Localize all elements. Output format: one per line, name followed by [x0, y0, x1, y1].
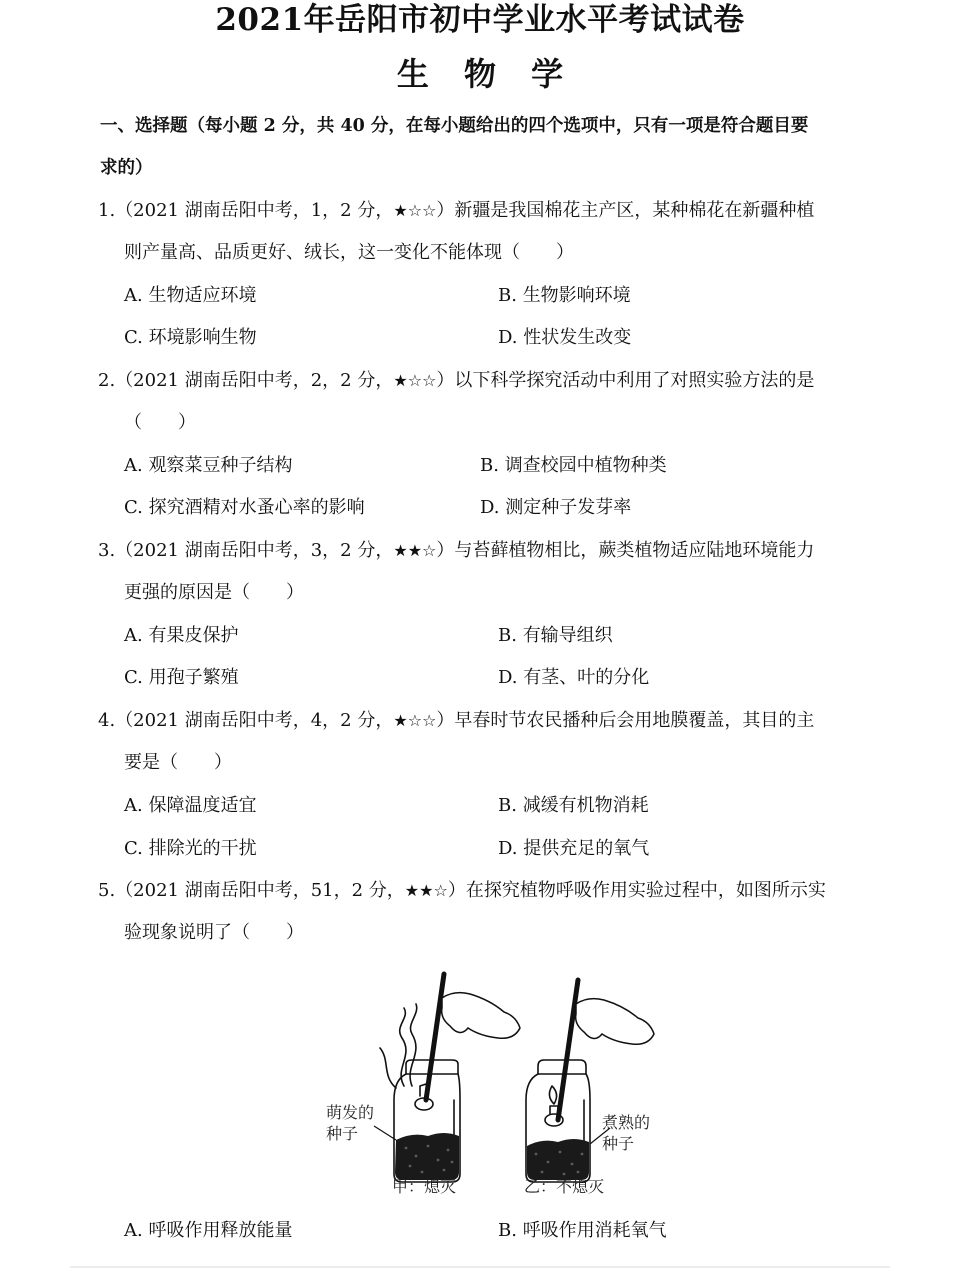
difficulty-stars-icon: ★☆☆ [393, 201, 437, 220]
jar-a-caption: 甲：熄灭 [392, 1177, 457, 1196]
option-text: 探究酒精对水蚤心率的影响 [148, 497, 365, 518]
question-4-option-b[interactable] [498, 793, 649, 819]
question-5-option-a[interactable] [124, 1218, 292, 1244]
question-source: （2021 湖南岳阳中考，3，2 分， [115, 540, 394, 561]
question-number: 3. [98, 540, 116, 561]
question-2-option-d[interactable] [480, 495, 631, 521]
page-bottom-divider [70, 1266, 890, 1268]
question-number: 4. [98, 710, 116, 731]
boiled-seeds-label [602, 1112, 650, 1154]
question-4-stem-line1 [98, 708, 814, 734]
question-1-stem-line1 [98, 198, 814, 224]
option-label: A. [124, 455, 143, 476]
question-stem: ）在探究植物呼吸作用实验过程中，如图所示实 [447, 880, 826, 901]
label-line: 种子 [602, 1134, 635, 1153]
option-text: 测定种子发芽率 [505, 497, 632, 518]
option-text: 有茎、叶的分化 [523, 667, 650, 688]
question-source: （2021 湖南岳阳中考，51，2 分， [115, 880, 405, 901]
question-number: 1. [98, 200, 116, 221]
question-1-option-d[interactable] [498, 325, 631, 351]
question-3-stem-line2: 更强的原因是（ ） [124, 582, 304, 603]
difficulty-stars-icon: ★☆☆ [393, 711, 437, 730]
option-label: B. [498, 625, 517, 646]
experiment-figure [320, 968, 670, 1208]
option-label: C. [124, 838, 143, 859]
question-1-stem-line2: 则产量高、品质更好、绒长，这一变化不能体现（ ） [124, 242, 574, 263]
option-label: D. [498, 327, 518, 348]
section-heading-line2: 求的） [100, 158, 153, 178]
subject-title: 生 物 学 [396, 55, 576, 93]
question-number: 2. [98, 370, 116, 391]
question-4-stem-line2: 要是（ ） [124, 752, 232, 773]
option-text: 环境影响生物 [148, 327, 257, 348]
option-label: B. [498, 285, 517, 306]
option-text: 呼吸作用消耗氧气 [522, 1220, 667, 1241]
label-line: 煮熟的 [602, 1113, 651, 1132]
option-label: D. [498, 667, 518, 688]
difficulty-stars-icon: ★☆☆ [393, 371, 437, 390]
question-4-option-c[interactable] [124, 836, 257, 862]
option-text: 性状发生改变 [523, 327, 632, 348]
question-source: （2021 湖南岳阳中考，2，2 分， [115, 370, 394, 391]
question-3-option-a[interactable] [124, 623, 238, 649]
seed-respiration-jars-illustration [320, 968, 670, 1208]
option-text: 观察菜豆种子结构 [148, 455, 293, 476]
option-label: B. [480, 455, 499, 476]
option-text: 提供充足的氧气 [523, 838, 650, 859]
option-label: A. [124, 625, 143, 646]
question-2-option-a[interactable] [124, 453, 292, 479]
option-text: 保障温度适宜 [148, 795, 257, 816]
question-2-option-c[interactable] [124, 495, 365, 521]
option-label: A. [124, 795, 143, 816]
option-text: 用孢子繁殖 [148, 667, 239, 688]
option-text: 生物适应环境 [148, 285, 257, 306]
question-stem: ）早春时节农民播种后会用地膜覆盖，其目的主 [436, 710, 815, 731]
question-2-option-b[interactable] [480, 453, 667, 479]
question-1-option-c[interactable] [124, 325, 257, 351]
question-5-stem-line2: 验现象说明了（ ） [124, 922, 304, 943]
option-text: 有果皮保护 [148, 625, 239, 646]
option-text: 有输导组织 [522, 625, 613, 646]
option-text: 呼吸作用释放能量 [148, 1220, 293, 1241]
option-text: 生物影响环境 [522, 285, 631, 306]
option-label: A. [124, 1220, 143, 1241]
question-source: （2021 湖南岳阳中考，4，2 分， [115, 710, 394, 731]
question-4-option-d[interactable] [498, 836, 649, 862]
option-label: C. [124, 497, 143, 518]
question-3-option-d[interactable] [498, 665, 649, 691]
question-stem: ）以下科学探究活动中利用了对照实验方法的是 [436, 370, 815, 391]
option-text: 排除光的干扰 [148, 838, 257, 859]
question-4-option-a[interactable] [124, 793, 256, 819]
difficulty-stars-icon: ★★☆ [393, 541, 437, 560]
label-line: 萌发的 [326, 1103, 375, 1122]
question-source: （2021 湖南岳阳中考，1，2 分， [115, 200, 394, 221]
question-5-option-b[interactable] [498, 1218, 667, 1244]
germinating-seeds-label [326, 1102, 374, 1144]
question-number: 5. [98, 880, 116, 901]
difficulty-stars-icon: ★★☆ [404, 881, 448, 900]
option-label: B. [498, 1220, 517, 1241]
question-1-option-b[interactable] [498, 283, 631, 309]
option-label: B. [498, 795, 517, 816]
option-label: C. [124, 327, 143, 348]
option-text: 减缓有机物消耗 [522, 795, 649, 816]
question-stem: ）新疆是我国棉花主产区，某种棉花在新疆种植 [436, 200, 815, 221]
jar-b-caption: 乙：不熄灭 [524, 1177, 605, 1196]
exam-title: 2021年岳阳市初中学业水平考试试卷 [215, 2, 745, 38]
option-label: D. [480, 497, 500, 518]
question-stem: ）与苔藓植物相比，蕨类植物适应陆地环境能力 [436, 540, 815, 561]
question-3-option-c[interactable] [124, 665, 239, 691]
option-label: C. [124, 667, 143, 688]
section-heading-line1: 一、选择题（每小题 2 分，共 40 分，在每小题给出的四个选项中，只有一项是符合题目要 [100, 116, 809, 136]
question-3-option-b[interactable] [498, 623, 613, 649]
option-label: D. [498, 838, 518, 859]
question-2-stem-line2: （ ） [124, 412, 196, 433]
question-3-stem-line1 [98, 538, 814, 564]
label-line: 种子 [326, 1124, 359, 1143]
question-1-option-a[interactable] [124, 283, 256, 309]
option-text: 调查校园中植物种类 [504, 455, 667, 476]
question-5-stem-line1 [98, 878, 826, 904]
option-label: A. [124, 285, 143, 306]
question-2-stem-line1 [98, 368, 814, 394]
